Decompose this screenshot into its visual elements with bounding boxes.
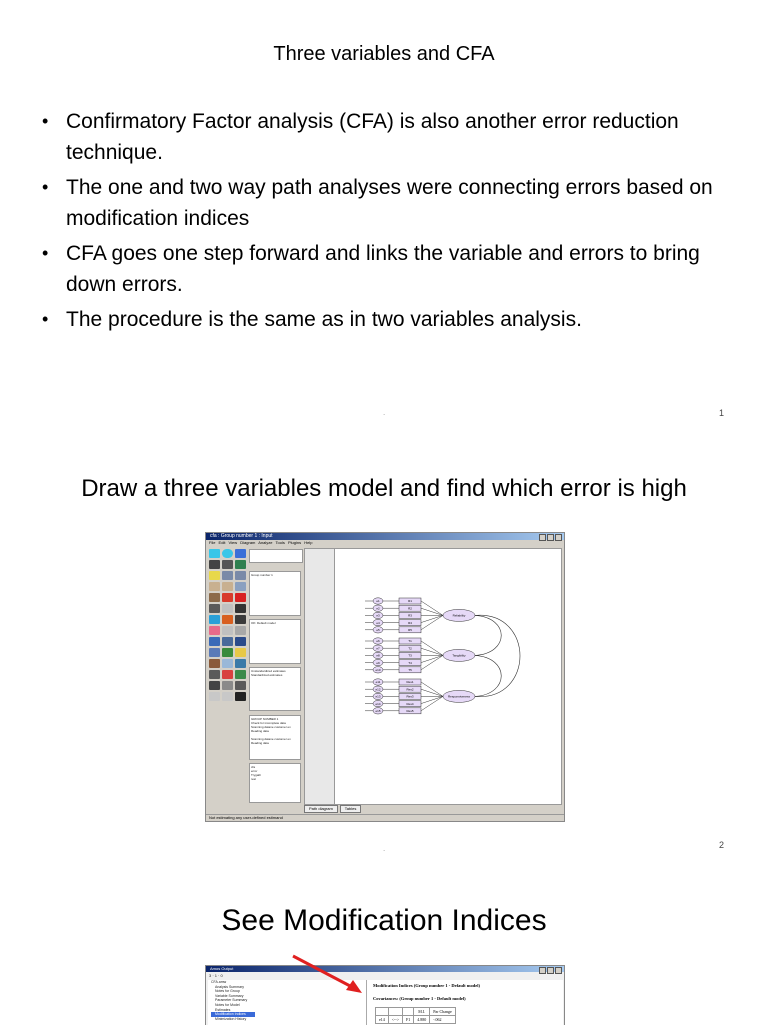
status-bar: Not estimating any user-defined estimand <box>206 814 564 821</box>
loading-path[interactable] <box>421 648 443 655</box>
indicator-label[interactable]: Res3 <box>406 694 414 699</box>
covariance-arrow[interactable] <box>475 655 501 696</box>
bullet-icon: • <box>42 243 49 263</box>
groups-panel[interactable]: Group number 1 <box>249 571 301 616</box>
table-header: M.I. <box>414 1008 430 1016</box>
table-header <box>376 1008 389 1016</box>
error-label[interactable]: e1 <box>376 599 380 604</box>
select-all-icon[interactable] <box>222 582 233 591</box>
loading-path[interactable] <box>421 696 443 703</box>
factor-label[interactable]: Reliability <box>452 613 466 618</box>
zoom-out-icon[interactable] <box>222 659 233 668</box>
undo-icon[interactable] <box>235 681 246 690</box>
models-panel[interactable]: OK: Default model <box>249 619 301 664</box>
tree-item[interactable]: CFA.amw <box>211 980 227 984</box>
degrees-freedom-icon[interactable] <box>235 670 246 679</box>
error-label[interactable]: e7 <box>376 646 380 651</box>
loading-path[interactable] <box>421 608 443 615</box>
diagram-tabs <box>304 805 361 813</box>
indicator-label[interactable]: T2 <box>408 646 412 651</box>
indicator-label[interactable]: Res4 <box>406 701 414 706</box>
table-cell: <--> <box>388 1016 402 1024</box>
fit-page-icon[interactable] <box>209 670 220 679</box>
select-one-icon[interactable] <box>209 582 220 591</box>
loading-path[interactable] <box>421 696 443 710</box>
maximize-icon[interactable] <box>547 967 554 974</box>
reflect-icon[interactable] <box>235 604 246 613</box>
loading-path[interactable] <box>421 641 443 655</box>
error-tool-icon[interactable] <box>235 560 246 569</box>
error-label[interactable]: e3 <box>376 613 380 618</box>
error-label[interactable]: e14 <box>375 701 381 706</box>
output-tree <box>208 980 366 1025</box>
tree-item[interactable]: Notes for Group <box>215 989 240 994</box>
amos-output-screenshot <box>205 965 565 1025</box>
multigroup-icon[interactable] <box>209 681 220 690</box>
indicator-tool-icon[interactable] <box>235 549 246 558</box>
loading-path[interactable] <box>421 682 443 696</box>
tree-item[interactable]: Variable Summary <box>215 993 244 998</box>
table-cell: e14 <box>376 1016 389 1024</box>
table-cell: 4.880 <box>414 1016 430 1024</box>
bullet-icon: • <box>42 111 49 131</box>
slide-title: Draw a three variables model and find which error is high <box>81 475 687 502</box>
estimates-panel[interactable]: Unstandardized estimates Standardized estimates <box>249 667 301 711</box>
bayesian-icon[interactable] <box>222 692 233 701</box>
error-label[interactable]: e15 <box>375 709 381 713</box>
view-buttons[interactable] <box>249 549 303 563</box>
table-cell: -.062 <box>430 1016 456 1024</box>
error-label[interactable]: e10 <box>375 668 381 672</box>
error-label[interactable]: e12 <box>375 687 381 692</box>
error-label[interactable]: e11 <box>375 680 381 685</box>
table-header-row <box>376 1008 456 1016</box>
slide-3 <box>0 860 768 1024</box>
text-output-icon[interactable] <box>209 637 220 646</box>
slide-title: See Modification Indices <box>221 904 547 937</box>
error-label[interactable]: e2 <box>376 606 380 611</box>
indicator-label[interactable]: R4 <box>408 620 412 625</box>
object-properties-icon[interactable] <box>235 637 246 646</box>
files-panel[interactable]: cfa error Trygath rest <box>249 763 301 803</box>
error-label[interactable]: e6 <box>376 639 380 644</box>
error-label[interactable]: e4 <box>376 620 380 625</box>
covariance-arrow[interactable] <box>475 615 501 655</box>
toolbox <box>209 549 247 761</box>
indicator-label[interactable]: T1 <box>408 639 412 644</box>
loading-path[interactable] <box>421 689 443 696</box>
save-icon[interactable] <box>222 637 233 646</box>
table-cell: F1 <box>402 1016 413 1024</box>
tree-item-selected[interactable]: Modification Indices <box>211 1012 255 1017</box>
error-label[interactable]: e8 <box>376 653 380 658</box>
list-data-icon[interactable] <box>235 571 246 580</box>
page-number: 2 <box>718 840 724 850</box>
tab-tables[interactable]: Tables <box>340 805 362 813</box>
window-controls <box>539 967 562 974</box>
output-subtitle: Covariances: (Group number 1 - Default model) <box>373 996 466 1001</box>
bullet-icon: • <box>42 309 49 329</box>
bullet-item: • The one and two way path analyses were connecting errors based on modification indices <box>40 172 740 234</box>
canvas-margin <box>304 548 335 805</box>
shape-change-icon[interactable] <box>209 604 220 613</box>
tree-item[interactable]: Notes for Model <box>215 1002 240 1007</box>
cfa-diagram <box>335 549 561 804</box>
tree-item[interactable]: Parameter Summary <box>215 998 248 1003</box>
error-label[interactable]: e5 <box>376 628 380 632</box>
tab-path-diagram[interactable]: Path diagram <box>304 805 338 813</box>
zoom-page-icon[interactable] <box>235 659 246 668</box>
footer-dot: . <box>383 408 386 417</box>
table-row <box>376 1016 456 1024</box>
specification-search-icon[interactable] <box>235 692 246 701</box>
deselect-icon[interactable] <box>235 582 246 591</box>
indicator-label[interactable]: R5 <box>408 628 412 632</box>
window-titlebar: Amos Output <box>206 966 564 972</box>
path-diagram-canvas[interactable] <box>334 548 562 805</box>
zoom-in-icon[interactable] <box>209 659 220 668</box>
copy-icon[interactable] <box>209 593 220 602</box>
error-label[interactable]: e9 <box>376 660 380 665</box>
rotate-icon[interactable] <box>222 604 233 613</box>
indicator-label[interactable]: T4 <box>408 660 412 665</box>
loading-path[interactable] <box>421 655 443 669</box>
indicator-label[interactable]: Res1 <box>406 680 414 685</box>
bullet-icon: • <box>42 177 49 197</box>
rectangle-tool-icon[interactable] <box>209 549 220 558</box>
indicator-label[interactable]: R1 <box>408 599 412 604</box>
ellipse-tool-icon[interactable] <box>222 549 233 558</box>
log-panel: GROUP NUMBER 1 Check for incomplete data Scanning datane customer ex Reading data Scanning datane customer ex Reading data <box>249 715 301 760</box>
analysis-properties-icon[interactable] <box>222 626 233 635</box>
magnify-icon[interactable] <box>222 670 233 679</box>
close-icon[interactable] <box>555 967 562 974</box>
erase-icon[interactable] <box>235 593 246 602</box>
bullet-list <box>40 106 740 339</box>
bullet-item: • Confirmatory Factor analysis (CFA) is also another error reduction technique. <box>40 106 740 168</box>
amos-screenshot <box>205 532 565 822</box>
calculate-estimates-icon[interactable] <box>235 626 246 635</box>
table-header <box>402 1008 413 1016</box>
covariance-tool-icon[interactable] <box>222 560 233 569</box>
title-tool-icon[interactable] <box>209 571 220 580</box>
indicator-label[interactable]: T5 <box>408 668 412 672</box>
zoom-area-icon[interactable] <box>235 648 246 657</box>
data-files-icon[interactable] <box>209 626 220 635</box>
slide-1 <box>0 0 768 430</box>
slide-title: Three variables and CFA <box>273 43 495 65</box>
table-header <box>388 1008 402 1016</box>
scroll-icon[interactable] <box>222 615 233 624</box>
output-content <box>366 980 563 1025</box>
footer-dot: . <box>383 844 386 853</box>
move-parameter-icon[interactable] <box>209 615 220 624</box>
output-title: Modification Indices (Group number 1 - Default model) <box>373 983 480 988</box>
table-header: Par Change <box>430 1008 456 1016</box>
tree-item[interactable]: Estimates <box>215 1007 231 1012</box>
slide-2 <box>0 430 768 860</box>
indicator-label[interactable]: T3 <box>408 653 412 658</box>
move-icon[interactable] <box>222 593 233 602</box>
loading-path[interactable] <box>421 655 443 662</box>
bullet-item: • CFA goes one step forward and links the variable and errors to bring down errors. <box>40 238 740 300</box>
window-titlebar: cfa : Group number 1 : Input <box>206 533 564 540</box>
tree-item[interactable]: Minimization History <box>215 1016 247 1021</box>
minimize-icon[interactable] <box>539 967 546 974</box>
covariance-arrow[interactable] <box>475 615 520 696</box>
factor-label[interactable]: Tangibility <box>452 653 466 658</box>
error-label[interactable]: e13 <box>375 694 381 699</box>
mi-table <box>375 1007 456 1024</box>
factor-label[interactable]: Responsiveness <box>447 694 471 699</box>
bullet-item: • The procedure is the same as in two variables analysis. <box>40 304 740 335</box>
print-icon[interactable] <box>222 681 233 690</box>
list-variables-icon[interactable] <box>222 571 233 580</box>
loading-path[interactable] <box>421 615 443 629</box>
redo-icon[interactable] <box>209 692 220 701</box>
touch-up-icon[interactable] <box>235 615 246 624</box>
drag-properties-icon[interactable] <box>209 648 220 657</box>
indicator-label[interactable]: Res5 <box>406 709 414 713</box>
tree-item[interactable]: Analysis Summary <box>215 984 244 989</box>
path-tool-icon[interactable] <box>209 560 220 569</box>
indicator-label[interactable]: R3 <box>408 613 412 618</box>
output-toolbar[interactable]: 3 · 1 · 0 <box>209 973 223 978</box>
page-number: 1 <box>718 408 724 418</box>
indicator-label[interactable]: R2 <box>408 606 412 611</box>
preserve-symmetry-icon[interactable] <box>222 648 233 657</box>
loading-path[interactable] <box>421 615 443 622</box>
indicator-label[interactable]: Res2 <box>406 687 414 692</box>
menu-bar[interactable]: File Edit View Diagram Analyze Tools Plugins Help <box>209 540 313 545</box>
loading-path[interactable] <box>421 601 443 615</box>
